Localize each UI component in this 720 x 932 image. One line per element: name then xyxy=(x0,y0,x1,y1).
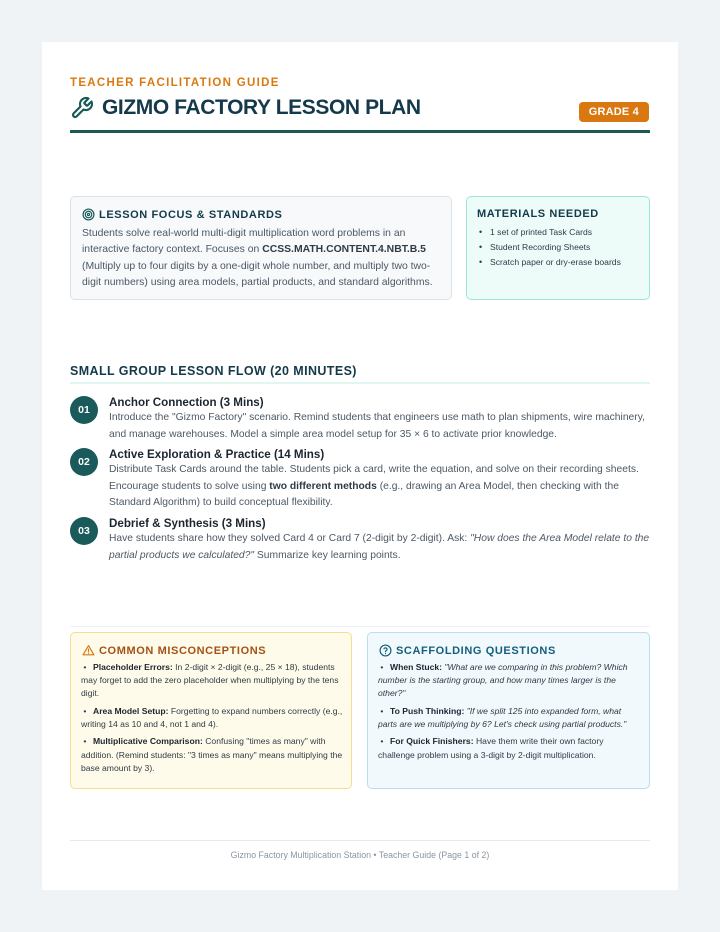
list-item: • 1 set of printed Task Cards xyxy=(477,225,621,240)
item-label: Placeholder Errors: xyxy=(93,662,173,672)
item-text: Confusing "times as many" with addition. (Remind students: "3 times as many" means multiplying the base amount by 3). xyxy=(81,736,343,773)
item-text: In 2-digit × 2-digit (e.g., 25 × 18), students may forget to add the zero placeholder when multiplying by the tens digit. xyxy=(81,662,339,699)
step-text-start: Have students share how they solved Card 4 or Card 7 (2-digit by 2-digit). Ask: xyxy=(109,533,471,544)
step-number-badge: 03 xyxy=(70,517,98,545)
lesson-plan-page xyxy=(42,42,678,890)
item-label: Multiplicative Comparison: xyxy=(93,736,203,747)
scaffolding-title: SCAFFOLDING QUESTIONS xyxy=(396,644,556,657)
scaffolding-card xyxy=(367,632,650,789)
warning-icon xyxy=(82,644,95,657)
item-quote: "What are we comparing in this problem? Which number is the starting group, and how many times larger is the other?" xyxy=(378,662,628,699)
footer-rule xyxy=(70,840,650,841)
step-number-badge: 02 xyxy=(70,448,98,476)
focus-text-end: (Multiply up to four digits by a one-digit whole number, and multiply two two-digit numbers) using area models, partial products, and standard algorithms. xyxy=(82,260,433,288)
list-item: • Scratch paper or dry-erase boards xyxy=(477,255,621,270)
item-label: To Push Thinking: xyxy=(390,705,465,716)
item-text: Have them write their own factory challenge problem using a 3-digit by 2-digit multiplication. xyxy=(378,736,604,760)
scaffolding-heading xyxy=(379,644,556,657)
list-item: • Area Model Setup: Forgetting to expand numbers correctly (e.g., writing 14 as 10 and 4, not 1 and 4). xyxy=(81,705,343,729)
step-description xyxy=(109,462,654,512)
lesson-focus-card xyxy=(70,196,452,300)
lesson-flow-rule xyxy=(70,382,650,384)
misconceptions-title: COMMON MISCONCEPTIONS xyxy=(99,644,267,657)
item-label: For Quick Finishers: xyxy=(390,736,474,747)
page-footer: Gizmo Factory Multiplication Station • Teacher Guide (Page 1 of 2) xyxy=(230,850,490,860)
grade-badge: GRADE 4 xyxy=(579,102,649,122)
step-text-end: Summarize key learning points. xyxy=(254,549,401,561)
header-rule xyxy=(70,130,650,133)
scaffolding-list xyxy=(378,661,640,766)
materials-list xyxy=(477,225,621,270)
target-icon xyxy=(82,208,95,221)
list-item: • Placeholder Errors: In 2-digit × 2-digit (e.g., 25 × 18), students may forget to add the zero placeholder when multiplying by the tens digit. xyxy=(81,662,339,699)
wrench-icon xyxy=(70,96,94,120)
list-item: • Multiplicative Comparison: Confusing "times as many" with addition. (Remind students: "3 times as many" means multiplying the base amount by 3). xyxy=(81,736,343,773)
step-title: Anchor Connection (3 Mins) xyxy=(109,396,264,409)
section-divider xyxy=(70,626,650,627)
standard-code: CCSS.MATH.CONTENT.4.NBT.B.5 xyxy=(262,244,426,256)
step-number-badge: 01 xyxy=(70,396,98,424)
step-text-start: Distribute Task Cards around the table. Students pick a card, write the equation, and solve on their recording sheets. Encourage students to solve using xyxy=(109,464,639,492)
focus-text-start: Students solve real-world multi-digit multiplication word problems in an interactive factory context. Focuses on xyxy=(82,228,406,256)
list-item: • To Push Thinking: "If we split 125 into expanded form, what parts are we multiplying by 6? Let's check using partial products." xyxy=(378,705,627,729)
item-text: Forgetting to expand numbers correctly (e.g., writing 14 as 10 and 4, not 1 and 4). xyxy=(81,705,343,729)
materials-heading: MATERIALS NEEDED xyxy=(477,208,599,220)
item-label: When Stuck: xyxy=(390,662,443,672)
misconceptions-card xyxy=(70,632,352,789)
lesson-focus-heading xyxy=(82,208,282,221)
misconceptions-heading xyxy=(82,644,266,657)
list-item: • For Quick Finishers: Have them write their own factory challenge problem using a 3-digit by 2-digit multiplication. xyxy=(378,736,604,760)
list-item: • Student Recording Sheets xyxy=(477,240,621,255)
list-item: • When Stuck: "What are we comparing in this problem? Which number is the starting group, and how many times larger is the other?" xyxy=(378,662,628,699)
materials-card xyxy=(466,196,650,300)
emphasis-text: two different methods xyxy=(269,480,377,492)
question-circle-icon xyxy=(379,644,392,657)
step-title: Active Exploration & Practice (14 Mins) xyxy=(109,448,325,461)
step-text-end: (e.g., drawing an Area Model, then checking with the Standard Algorithm) to build conceptual flexibility. xyxy=(109,480,619,508)
title-row xyxy=(70,94,421,122)
step-title: Debrief & Synthesis (3 Mins) xyxy=(109,517,266,530)
page-title: GIZMO FACTORY LESSON PLAN xyxy=(102,96,421,119)
item-label: Area Model Setup: xyxy=(93,705,169,716)
lesson-flow-heading: SMALL GROUP LESSON FLOW (20 MINUTES) xyxy=(70,364,357,378)
item-quote: "If we split 125 into expanded form, what parts are we multiplying by 6? Let's check using partial products." xyxy=(378,705,627,729)
step-description xyxy=(109,531,654,564)
lesson-focus-title: LESSON FOCUS & STANDARDS xyxy=(99,208,283,221)
guide-eyebrow: TEACHER FACILITATION GUIDE xyxy=(70,77,280,89)
lesson-focus-text xyxy=(82,226,437,291)
misconceptions-list xyxy=(81,661,343,779)
question-quote: "How does the Area Model relate to the partial products we calculated?" xyxy=(109,533,650,561)
step-description: Introduce the "Gizmo Factory" scenario. Remind students that engineers use math to plan shipments, wire machinery, and manage warehouses. Model a simple area model setup for 35 × 6 to activate prior knowledge. xyxy=(109,412,645,440)
